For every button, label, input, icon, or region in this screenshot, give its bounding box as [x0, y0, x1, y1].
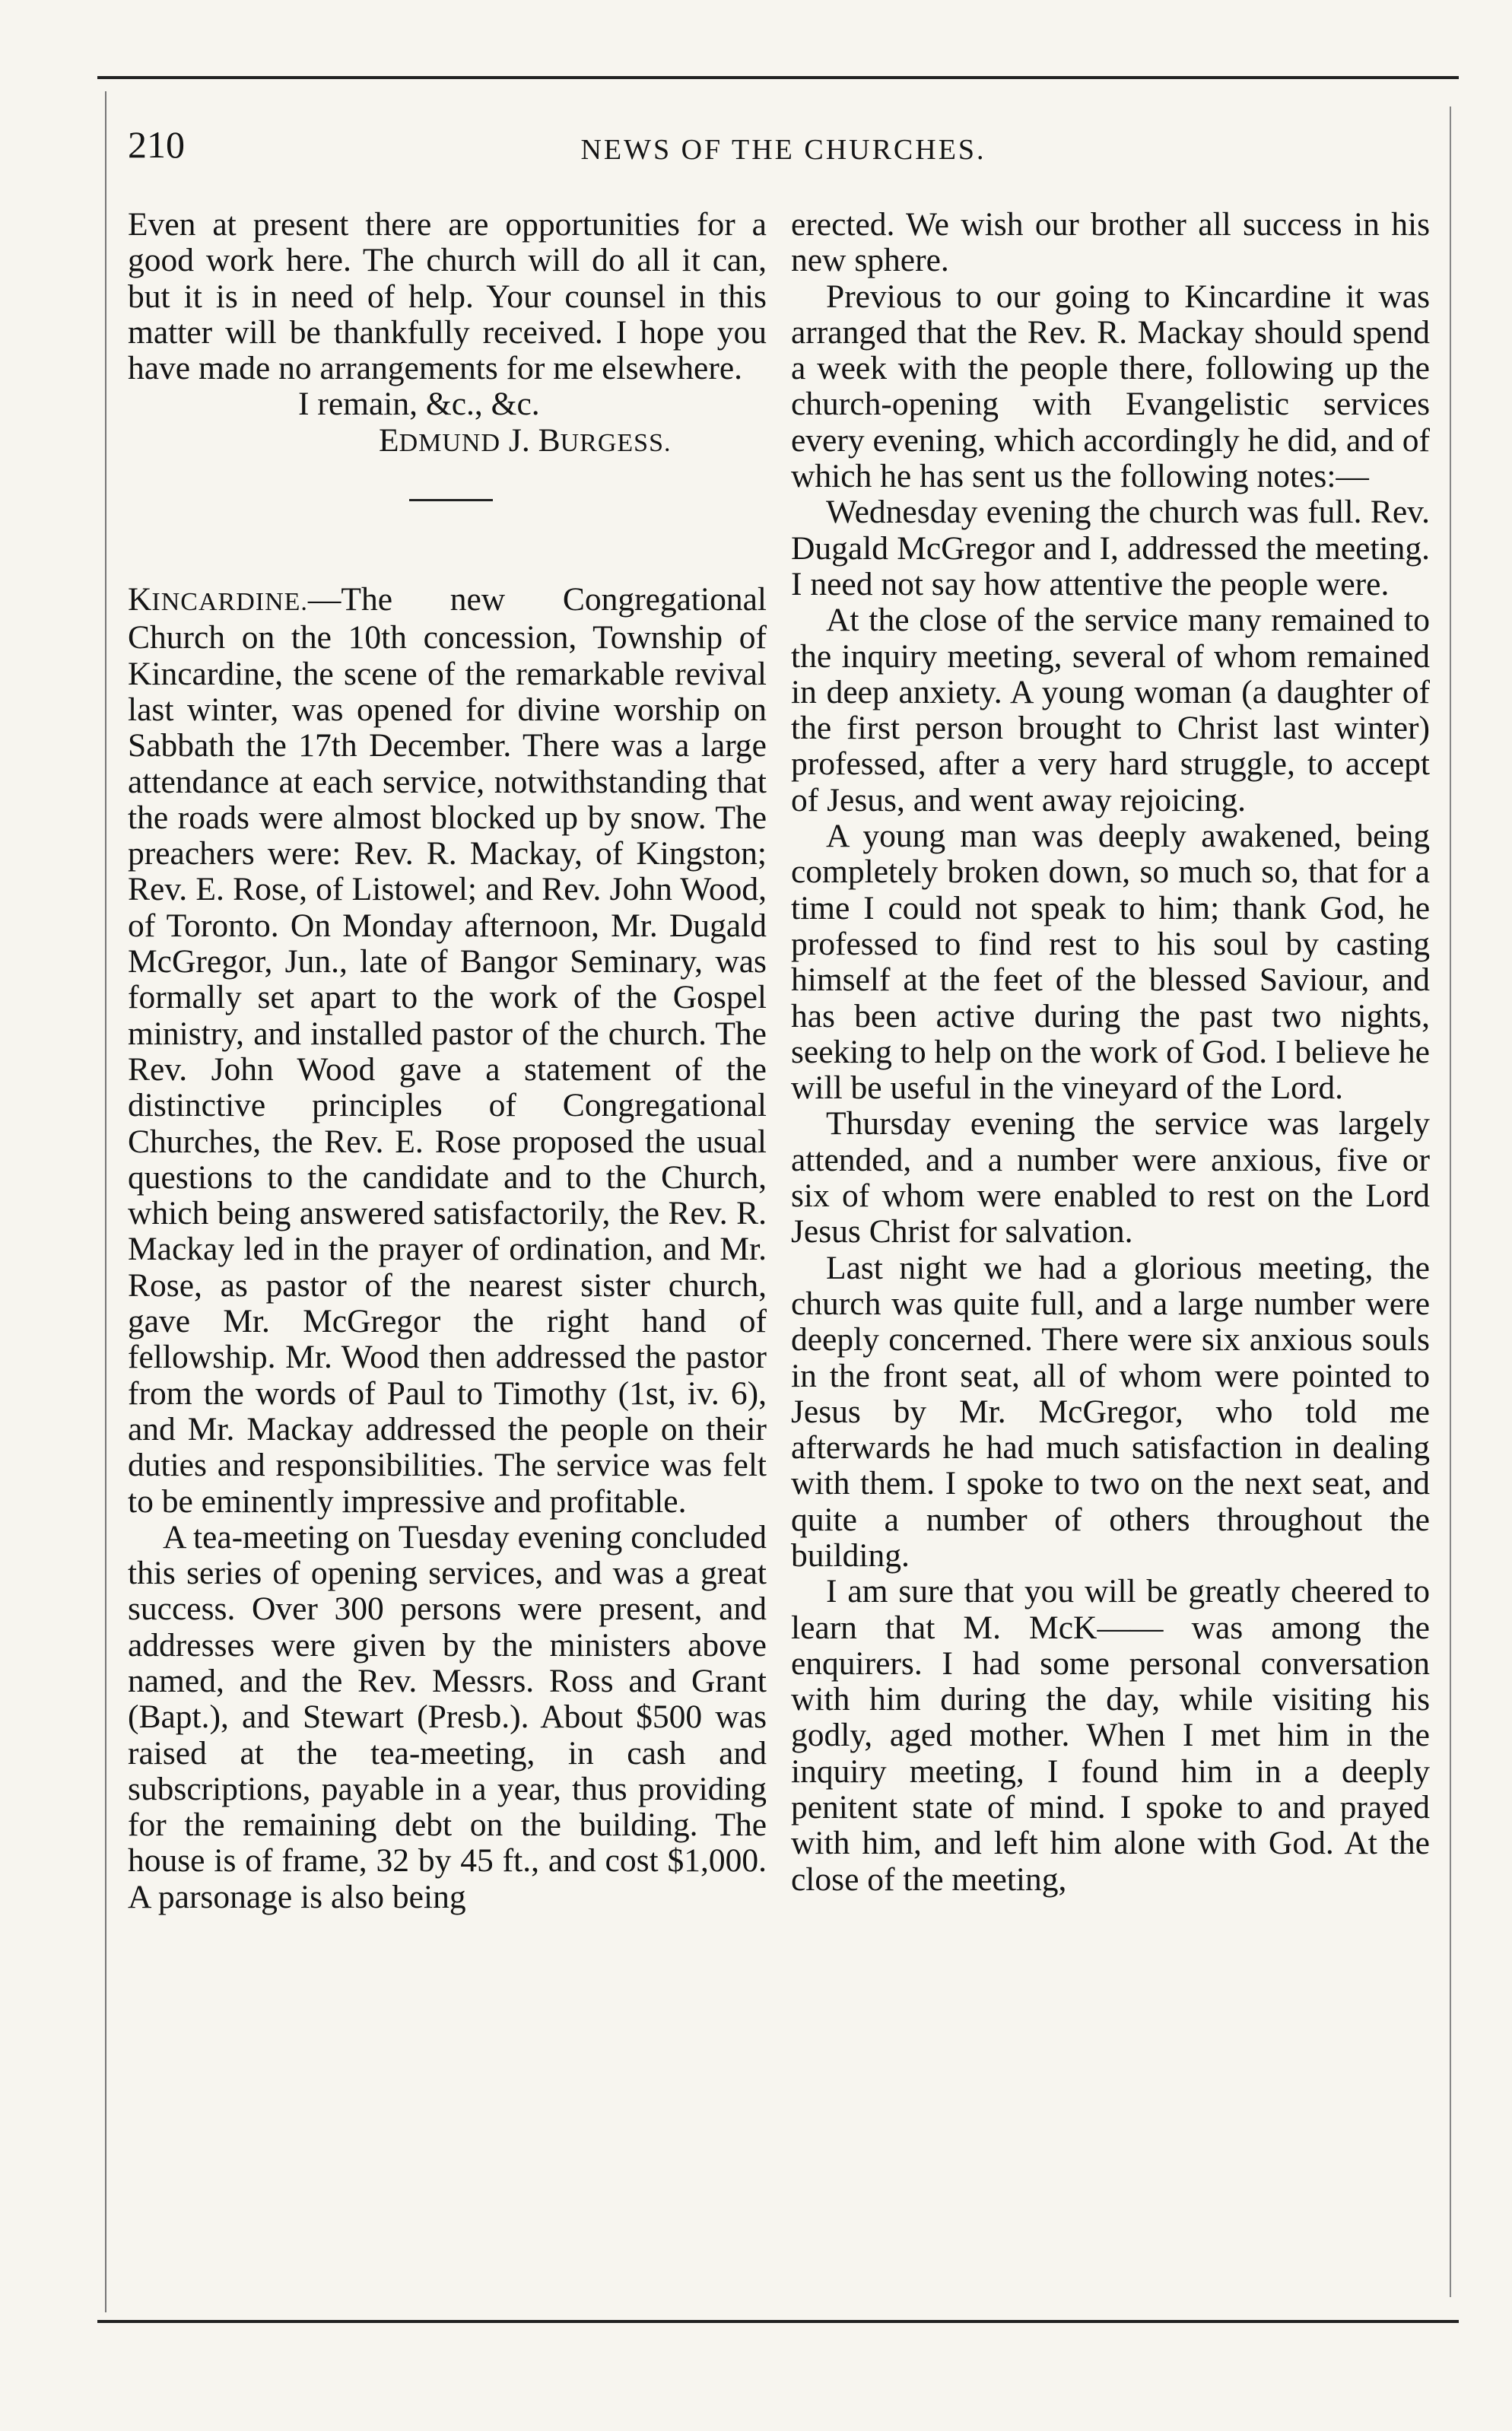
letter-paragraph: Even at present there are opportunities for a good work here. The church will do all it can, but it is in need of help. Your counsel in this matter will be thankfully received. I hope you have made no arrangements for me elsewhere. — [128, 206, 767, 387]
letter-closing: I remain, &c., &c. — [298, 386, 540, 423]
right-paragraph-5: A young man was deeply awakened, being completely broken down, so much so, that for a time I could not speak to him; thank God, he professed to find rest to his soul by casting himself at the feet of the blessed Saviour, and has been active during the past two nights, seeking to help on the work of God. I believe he will be useful in the vineyard of the Lord. — [791, 818, 1430, 1107]
letter-signature — [128, 423, 767, 461]
right-column — [791, 207, 1430, 1898]
page-number: 210 — [128, 123, 185, 166]
bottom-rule — [97, 2320, 1459, 2323]
kincardine-paragraph-1 — [128, 582, 767, 1520]
place-initial: K — [128, 581, 152, 618]
right-paragraph-7: Last night we had a glorious meeting, the church was quite full, and a large number were deeply concerned. There were six anxious souls in the front seat, all of whom were pointed to Jesus by Mr. McGregor, who told me afterwards he had much satisfaction in dealing with them. I spoke to two on the next seat, and quite a number of others throughout the building. — [791, 1249, 1430, 1574]
top-rule — [97, 76, 1459, 79]
left-column — [128, 207, 767, 1915]
kincardine-paragraph-2: A tea-meeting on Tuesday evening concluded this series of opening services, and was a great success. Over 300 persons were present, and addresses were given by the ministers above named, and the Rev. Messrs. Ross and Grant (Bapt.), and Stewart (Presb.). About $500 was raised at the tea-meeting, in cash and subscriptions, payable in a year, thus providing for the remaining debt on the building. The house is of frame, 32 by 45 ft., and cost $1,000. A parsonage is also being — [128, 1518, 767, 1915]
right-paragraph-1: erected. We wish our brother all success in his new sphere. — [791, 206, 1430, 279]
signature-rest-1: DMUND — [399, 428, 501, 457]
right-paragraph-4: At the close of the service many remained to the inquiry meeting, several of whom remained in deep anxiety. A young woman (a daughter of the first person brought to Christ last winter) professed, after a very hard struggle, to accept of Jesus, and went away rejoicing. — [791, 602, 1430, 818]
right-paragraph-6: Thursday evening the service was largely attended, and a number were anxious, five or six of whom were enabled to rest on the Lord Jesus Christ for salvation. — [791, 1105, 1430, 1250]
signature-middle: J. — [500, 421, 538, 459]
signature-rest-2: URGESS. — [560, 428, 672, 457]
left-page-edge — [105, 91, 106, 2312]
right-page-edge — [1450, 106, 1451, 2297]
signature-initial-1: E — [379, 421, 399, 459]
right-paragraph-2: Previous to our going to Kincardine it was arranged that the Rev. R. Mackay should spend a week with the people there, following up the church-opening with Evangelistic services every evening, which accordingly he did, and of which he has sent us the following notes:— — [791, 278, 1430, 495]
running-title: NEWS OF THE CHURCHES. — [580, 134, 986, 166]
signature-initial-2: B — [538, 421, 561, 459]
right-paragraph-8: I am sure that you will be greatly cheered to learn that M. McK—— was among the enquirers. I had some personal conversation with him during the day, while visiting his godly, aged mother. When I met him in the inquiry meeting, I found him in a deeply penitent state of mind. I spoke to and prayed with him, and left him alone with God. At the close of the meeting, — [791, 1573, 1430, 1898]
place-heading: INCARDINE. — [151, 588, 308, 617]
kincardine-paragraph-1-text: —The new Congregational Church on the 10th concession, Township of Kincardine, the scene of the remarkable revival last winter, was opened for divine worship on Sabbath the 17th December. There was a large attendance at each service, notwithstanding that the roads were almost blocked up by snow. The preachers were: Rev. R. Mackay, of Kingston; Rev. E. Rose, of Listowel; and Rev. John Wood, of Toronto. On Monday afternoon, Mr. Dugald McGregor, Jun., late of Bangor Seminary, was formally set apart to the work of the Gospel ministry, and installed pastor of the church. The Rev. John Wood gave a statement of the distinctive principles of Congregational Churches, the Rev. E. Rose proposed the usual questions to the candidate and to the Church, which being answered satisfactorily, the Rev. R. Mackay led in the prayer of ordination, and Mr. Rose, as pastor of the nearest sister church, gave Mr. McGregor the right hand of fellowship. Mr. Wood then addressed the pastor from the words of Paul to Timothy (1st, iv. 6), and Mr. Mackay addressed the people on their duties and responsibilities. The service was felt to be eminently impressive and profitable. — [128, 581, 767, 1520]
right-paragraph-3: Wednesday evening the church was full. Rev. Dugald McGregor and I, addressed the meeting. I need not say how attentive the people were. — [791, 494, 1430, 602]
